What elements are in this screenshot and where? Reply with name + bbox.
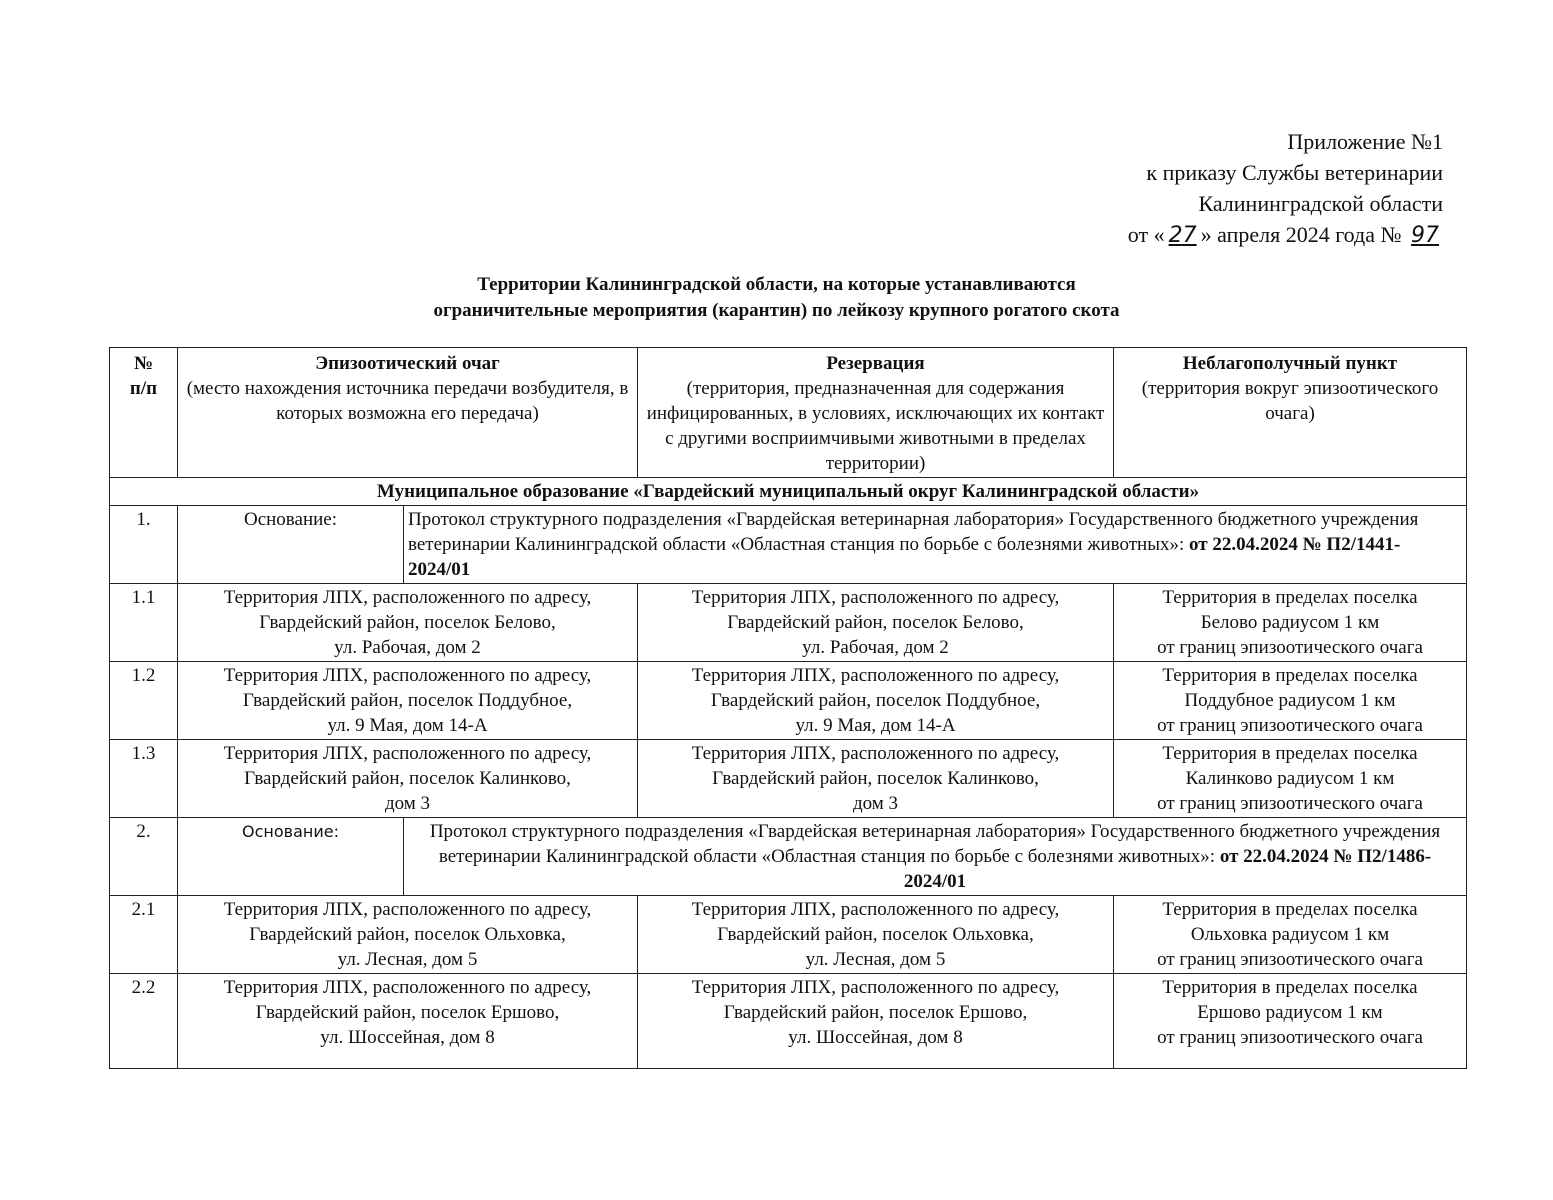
cell-line: Территория в пределах поселка (1162, 665, 1418, 686)
basis-reference: от 22.04.2024 № П2/1441-2024/01 (408, 534, 1401, 580)
cell-line: Гвардейский район, поселок Поддубное, (242, 690, 573, 711)
cell-line: Территория в пределах поселка (1162, 899, 1418, 920)
focus-cell (178, 584, 638, 662)
cell-line: Территория в пределах поселка (1162, 977, 1418, 998)
cell-line: ул. 9 Мая, дом 14-А (327, 715, 488, 736)
cell-line: от границ эпизоотического очага (1157, 949, 1423, 970)
cell-line: Гвардейский район, поселок Ершово, (723, 1002, 1028, 1023)
cell-line: ул. Рабочая, дом 2 (334, 637, 481, 658)
table-row (110, 662, 1467, 740)
basis-text (404, 818, 1467, 896)
point-cell (1114, 584, 1467, 662)
basis-row (110, 818, 1467, 896)
focus-cell (178, 740, 638, 818)
cell-line: Белово радиусом 1 км (1200, 612, 1380, 633)
row-number: 1.3 (110, 740, 178, 818)
header-num: № п/п (110, 348, 178, 478)
group-number: 1. (110, 506, 178, 584)
basis-reference: от 22.04.2024 № П2/1486-2024/01 (903, 846, 1432, 892)
cell-line: Территория ЛПХ, расположенного по адресу, (691, 743, 1060, 764)
title-line2: ограничительные мероприятия (карантин) по лейкозу крупного рогатого скота (433, 300, 1120, 321)
cell-line: Ольховка радиусом 1 км (1190, 924, 1390, 945)
handwritten-number: 97 (1411, 223, 1439, 248)
row-number: 1.1 (110, 584, 178, 662)
cell-line: Территория ЛПХ, расположенного по адресу, (223, 665, 592, 686)
cell-line: ул. Шоссейная, дом 8 (788, 1027, 963, 1048)
cell-line: Территория ЛПХ, расположенного по адресу, (223, 743, 592, 764)
cell-line: Территория ЛПХ, расположенного по адресу, (223, 977, 592, 998)
point-cell (1114, 662, 1467, 740)
appendix-line3: Калининградской области (1198, 191, 1443, 216)
table-header-row (110, 348, 1467, 478)
cell-line: Ершово радиусом 1 км (1197, 1002, 1383, 1023)
cell-line: Гвардейский район, поселок Калинково, (712, 768, 1039, 789)
section-row (110, 478, 1467, 506)
date-middle: » апреля 2024 года № (1200, 222, 1402, 247)
table-row (110, 896, 1467, 974)
section-title: Муниципальное образование «Гвардейский муниципальный округ Калининградской области» (110, 478, 1467, 506)
focus-cell (178, 974, 638, 1069)
handwritten-day: 27 (1168, 223, 1197, 248)
table-row (110, 974, 1467, 1069)
row-number: 2.1 (110, 896, 178, 974)
focus-cell (178, 896, 638, 974)
cell-line: Гвардейский район, поселок Ольховка, (249, 924, 566, 945)
cell-line: ул. Рабочая, дом 2 (802, 637, 949, 658)
table-row (110, 740, 1467, 818)
cell-line: Гвардейский район, поселок Белово, (259, 612, 556, 633)
point-cell (1114, 896, 1467, 974)
basis-protocol: Протокол структурного подразделения «Гвардейская ветеринарная лаборатория» Государственного бюджетного учреждения ветеринарии Калининградской области «Областная станция по борьбе с болезнями животных»: (429, 821, 1441, 867)
quarantine-table (109, 347, 1467, 1069)
appendix-block (1128, 126, 1443, 251)
reserve-cell (638, 662, 1114, 740)
cell-line: от границ эпизоотического очага (1157, 637, 1423, 658)
cell-line: ул. 9 Мая, дом 14-А (795, 715, 956, 736)
appendix-line2: к приказу Службы ветеринарии (1146, 160, 1443, 185)
cell-line: Гвардейский район, поселок Поддубное, (710, 690, 1041, 711)
appendix-date (1128, 219, 1443, 251)
cell-line: Гвардейский район, поселок Ершово, (255, 1002, 560, 1023)
cell-line: Калинково радиусом 1 км (1185, 768, 1395, 789)
cell-line: Гвардейский район, поселок Калинково, (244, 768, 571, 789)
cell-line: Территория в пределах поселка (1162, 743, 1418, 764)
cell-line: Территория ЛПХ, расположенного по адресу, (691, 587, 1060, 608)
cell-line: Гвардейский район, поселок Ольховка, (717, 924, 1034, 945)
basis-text (404, 506, 1467, 584)
cell-line: Территория ЛПХ, расположенного по адресу, (223, 587, 592, 608)
header-focus: Эпизоотический очаг (место нахождения источника передачи возбудителя, в которых возможна его передача) (178, 348, 638, 478)
cell-line: Поддубное радиусом 1 км (1184, 690, 1396, 711)
cell-line: ул. Лесная, дом 5 (805, 949, 946, 970)
reserve-cell (638, 974, 1114, 1069)
reserve-cell (638, 740, 1114, 818)
cell-line: Территория ЛПХ, расположенного по адресу, (223, 899, 592, 920)
cell-line: ул. Шоссейная, дом 8 (320, 1027, 495, 1048)
cell-line: Территория в пределах поселка (1162, 587, 1418, 608)
cell-line: Территория ЛПХ, расположенного по адресу, (691, 977, 1060, 998)
cell-line: от границ эпизоотического очага (1157, 715, 1423, 736)
row-number: 2.2 (110, 974, 178, 1069)
basis-label: Основание: (178, 506, 404, 584)
cell-line: дом 3 (852, 793, 899, 814)
date-prefix: от « (1127, 222, 1165, 247)
cell-line: Гвардейский район, поселок Белово, (727, 612, 1024, 633)
header-point: Неблагополучный пункт (территория вокруг эпизоотического очага) (1114, 348, 1467, 478)
group-number: 2. (110, 818, 178, 896)
document-title (0, 272, 1553, 324)
row-number: 1.2 (110, 662, 178, 740)
point-cell (1114, 974, 1467, 1069)
point-cell (1114, 740, 1467, 818)
cell-line: от границ эпизоотического очага (1157, 793, 1423, 814)
header-reserve: Резервация (территория, предназначенная для содержания инфицированных, в условиях, исключающих их контакт с другими восприимчивыми животными в пределах территории) (638, 348, 1114, 478)
cell-line: дом 3 (384, 793, 431, 814)
appendix-line1: Приложение №1 (1287, 129, 1443, 154)
reserve-cell (638, 896, 1114, 974)
table-row (110, 584, 1467, 662)
focus-cell (178, 662, 638, 740)
basis-protocol: Протокол структурного подразделения «Гвардейская ветеринарная лаборатория» Государственного бюджетного учреждения ветеринарии Калининградской области «Областная станция по борьбе с болезнями животных»: (408, 509, 1419, 555)
title-line1: Территории Калининградской области, на которые устанавливаются (477, 274, 1076, 295)
reserve-cell (638, 584, 1114, 662)
basis-label: Основание: (178, 818, 404, 896)
cell-line: Территория ЛПХ, расположенного по адресу, (691, 665, 1060, 686)
cell-line: Территория ЛПХ, расположенного по адресу, (691, 899, 1060, 920)
cell-line: ул. Лесная, дом 5 (337, 949, 478, 970)
cell-line: от границ эпизоотического очага (1157, 1027, 1423, 1048)
basis-row (110, 506, 1467, 584)
